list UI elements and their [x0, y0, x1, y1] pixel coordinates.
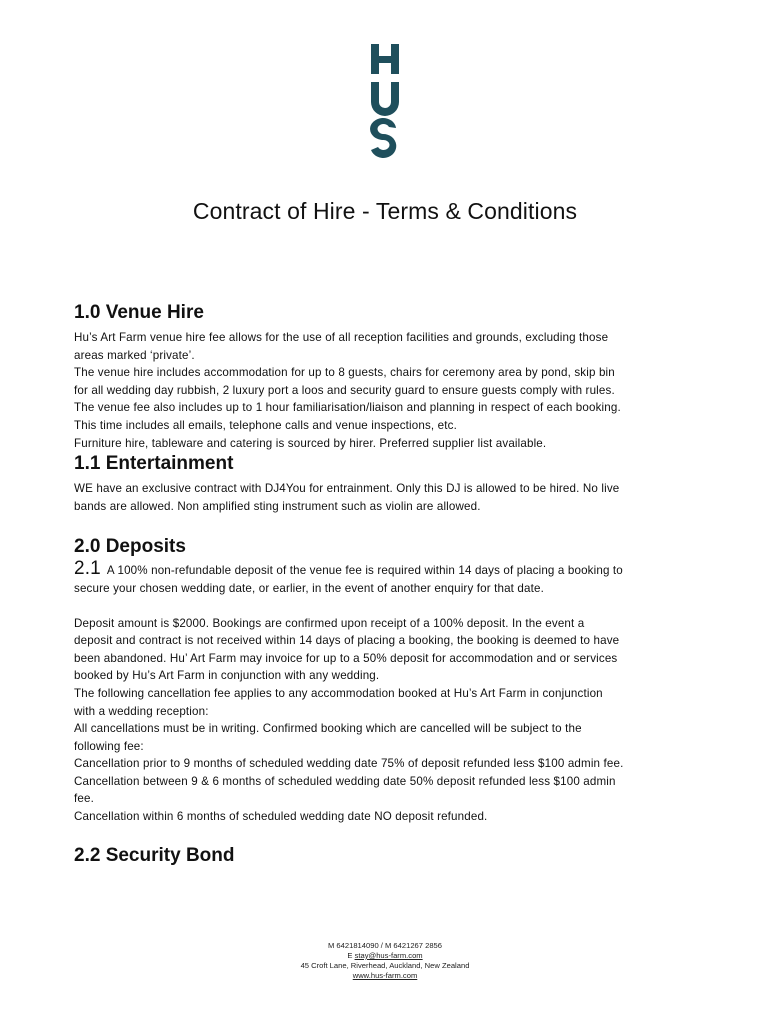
footer-email-link[interactable]: stay@hus-farm.com [354, 951, 423, 960]
text-line: Cancellation prior to 9 months of scheduled wedding date 75% of deposit refunded less $100 admin fee. [74, 757, 624, 771]
text-line: Cancellation within 6 months of scheduled wedding date NO deposit refunded. [74, 810, 488, 824]
text-line: been abandoned. Hu’ Art Farm may invoice for up to a 50% deposit for accommodation and or services [74, 651, 618, 665]
document-title: Contract of Hire - Terms & Conditions [192, 198, 578, 224]
text-line: deposit and contract is not received within 14 days of placing a booking, the booking is deemed to have [74, 634, 620, 648]
text-line: for all wedding day rubbish, 2 luxury port a loos and security guard to ensure guests comply with rules. [74, 383, 615, 397]
footer-email-prefix: E [347, 951, 355, 960]
text-line: with a wedding reception: [74, 704, 209, 718]
text-line: fee. [74, 792, 94, 806]
spacer [74, 598, 704, 615]
text-line: Furniture hire, tableware and catering is sourced by hirer. Preferred supplier list available. [74, 436, 547, 450]
heading-entertainment: 1.1 Entertainment [74, 453, 234, 475]
text-line: All cancellations must be in writing. Confirmed booking which are cancelled will be subject to the [74, 722, 582, 736]
text-line: The following cancellation fee applies to any accommodation booked at Hu’s Art Farm in conjunction [74, 686, 603, 700]
footer-email-line [0, 951, 770, 961]
text-line: The venue hire includes accommodation for up to 8 guests, chairs for ceremony area by pond, skip bin [74, 366, 615, 380]
document-body [74, 302, 704, 867]
heading-security-bond: 2.2 Security Bond [74, 844, 235, 866]
text-line: secure your chosen wedding date, or earlier, in the event of another enquiry for that date. [74, 581, 544, 595]
text-line: The venue fee also includes up to 1 hour familiarisation/liaison and planning in respect of each booking. [74, 401, 621, 415]
deposit-item-line [74, 560, 704, 580]
entertainment-text [74, 480, 704, 515]
footer-address: 45 Croft Lane, Riverhead, Auckland, New Zealand [300, 961, 470, 970]
heading-deposits: 2.0 Deposits [74, 536, 186, 558]
text-line: This time includes all emails, telephone calls and venue inspections, etc. [74, 418, 457, 432]
text-line: WE have an exclusive contract with DJ4You for entrainment. Only this DJ is allowed to be hired. No live [74, 482, 620, 496]
heading-venue-hire: 1.0 Venue Hire [74, 302, 204, 323]
item-number: 2.1 [74, 558, 101, 580]
deposits-text [74, 560, 704, 825]
item-text: A 100% non-refundable deposit of the venue fee is required within 14 days of placing a booking to [106, 564, 623, 578]
text-line: bands are allowed. Non amplified sting instrument such as violin are allowed. [74, 499, 481, 513]
text-line: Hu’s Art Farm venue hire fee allows for the use of all reception facilities and grounds, excluding those [74, 331, 609, 344]
venue-hire-text [74, 329, 704, 452]
hus-logo [365, 42, 405, 162]
footer-contact [0, 941, 770, 981]
footer-phones: M 6421814090 / M 6421267 2856 [328, 941, 442, 950]
text-line: Deposit amount is $2000. Bookings are confirmed upon receipt of a 100% deposit. In the event a [74, 616, 585, 630]
text-line: following fee: [74, 739, 144, 753]
text-line: booked by Hu’s Art Farm in conjunction with any wedding. [74, 669, 380, 683]
footer-website-link[interactable]: www.hus-farm.com [352, 971, 418, 980]
hus-logo-icon [365, 42, 405, 162]
text-line: areas marked ‘private’. [74, 348, 195, 362]
text-line: Cancellation between 9 & 6 months of scheduled wedding date 50% deposit refunded less $100 admin [74, 774, 616, 788]
